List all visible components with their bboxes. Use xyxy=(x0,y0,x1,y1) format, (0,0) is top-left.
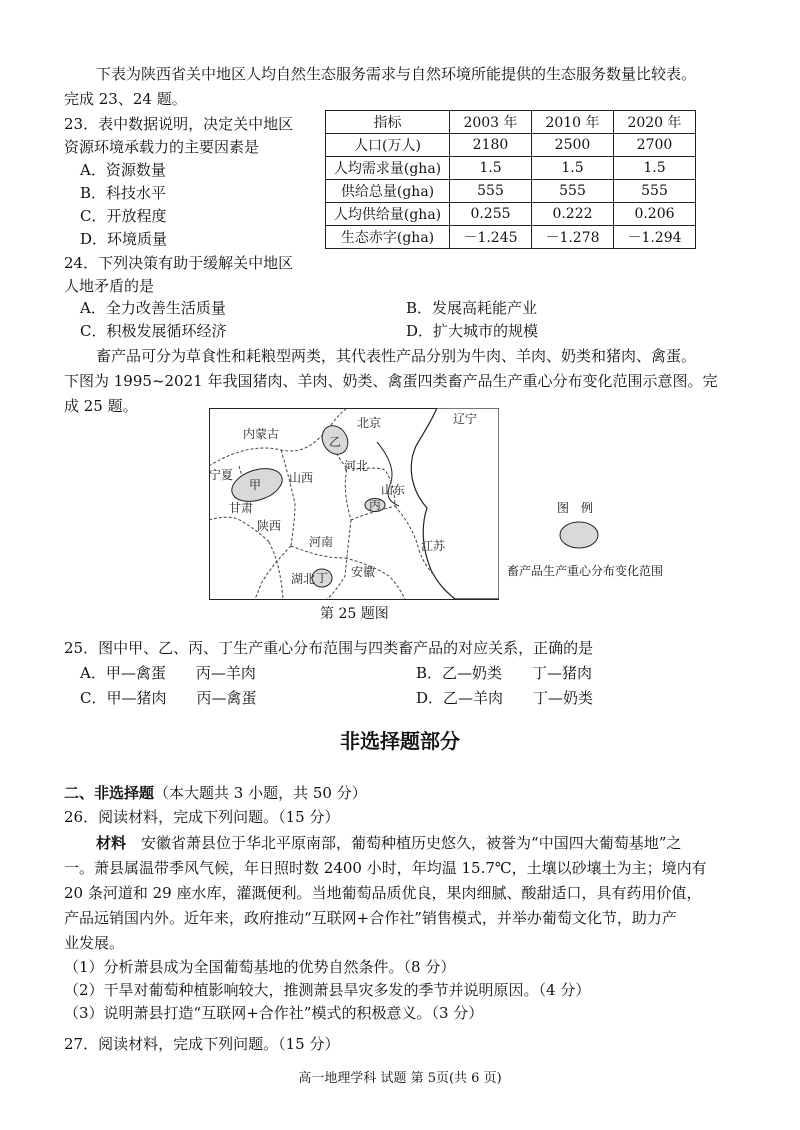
q26-sub3: （3）说明萧县打造“互联网+合作社”模式的积极意义。（3 分） xyxy=(64,1004,484,1022)
table-row xyxy=(326,226,696,249)
label-ningxia: 宁夏 xyxy=(209,468,234,482)
q26-material-line1-wrap xyxy=(96,832,681,854)
q26-sub1: （1）分析萧县成为全国葡萄基地的优势自然条件。（8 分） xyxy=(64,958,456,976)
label-henan: 河南 xyxy=(309,535,334,549)
table-header-cell: 2003 年 xyxy=(450,111,532,134)
q26-material-line2: 一。萧县属温带季风气候，年日照时数 2400 小时，年均温 15.7℃，土壤以砂壤土为主；境内有 xyxy=(64,859,707,877)
q26-material-line3: 20 条河道和 29 座水库，灌溉便利。当地葡萄品质优良，果肉细腻、酸甜适口，具有药用价值， xyxy=(64,884,702,902)
q24-option-b: B．发展高耗能产业 xyxy=(406,299,538,317)
table-cell: 人口(万人) xyxy=(326,134,450,157)
table-cell: －1.294 xyxy=(614,226,696,249)
part2-heading: 二、非选择题 xyxy=(64,784,155,802)
q23-option-c: C．开放程度 xyxy=(80,207,167,225)
table-header-cell: 2010 年 xyxy=(532,111,614,134)
q24-stem-line2: 人地矛盾的是 xyxy=(64,277,155,295)
q23-stem-line2: 资源环境承载力的主要因素是 xyxy=(64,138,260,156)
q26-material-line5: 业发展。 xyxy=(64,934,125,952)
para2-line3: 成 25 题。 xyxy=(64,397,138,415)
intro-text-line1: 下表为陕西省关中地区人均自然生态服务需求与自然环境所能提供的生态服务数量比较表。 xyxy=(96,65,697,83)
table-header-row xyxy=(326,111,696,134)
table-cell: 人均供给量(gha) xyxy=(326,203,450,226)
part2-note: （本大题共 3 小题，共 50 分） xyxy=(154,784,367,802)
legend-symbol xyxy=(557,518,601,552)
table-cell: 2500 xyxy=(532,134,614,157)
livestock-production-map xyxy=(209,408,499,600)
table-cell: －1.278 xyxy=(532,226,614,249)
legend-label: 畜产品生产重心分布变化范围 xyxy=(507,564,664,578)
part2-heading-line xyxy=(64,782,367,804)
table-cell: 人均需求量(gha) xyxy=(326,157,450,180)
table-cell: 2180 xyxy=(450,134,532,157)
q25-stem: 25．图中甲、乙、丙、丁生产重心分布范围与四类畜产品的对应关系，正确的是 xyxy=(64,639,594,657)
intro-text-line2: 完成 23、24 题。 xyxy=(64,90,187,108)
table-cell: 0.222 xyxy=(532,203,614,226)
label-beijing: 北京 xyxy=(357,416,382,430)
q24-option-c: C．积极发展循环经济 xyxy=(80,322,227,340)
ecology-comparison-table xyxy=(325,110,696,249)
table-row xyxy=(326,180,696,203)
label-jia: 甲 xyxy=(249,478,262,492)
table-cell: 2700 xyxy=(614,134,696,157)
table-row xyxy=(326,203,696,226)
q24-stem-line1: 24．下列决策有助于缓解关中地区 xyxy=(64,254,294,272)
label-hubei: 湖北 xyxy=(291,572,316,586)
label-shanxi: 山西 xyxy=(289,471,314,485)
q27-stem: 27．阅读材料，完成下列问题。（15 分） xyxy=(64,1035,340,1053)
table-cell: 供给总量(gha) xyxy=(326,180,450,203)
table-cell: 1.5 xyxy=(614,157,696,180)
q26-material-line1: 安徽省萧县位于华北平原南部，葡萄种植历史悠久，被誉为“中国四大葡萄基地”之 xyxy=(141,834,682,852)
para2-line2: 下图为 1995~2021 年我国猪肉、羊肉、奶类、禽蛋四类畜产品生产重心分布变化范围示意图。完 xyxy=(64,372,718,390)
q23-option-a: A．资源数量 xyxy=(80,161,166,179)
table-cell: －1.245 xyxy=(450,226,532,249)
label-gansu: 甘肃 xyxy=(229,501,254,515)
section-title: 非选择题部分 xyxy=(340,729,460,753)
table-cell: 0.255 xyxy=(450,203,532,226)
table-header-cell: 指标 xyxy=(326,111,450,134)
table-cell: 1.5 xyxy=(532,157,614,180)
label-yi: 乙 xyxy=(329,435,342,449)
q24-option-a: A．全力改善生活质量 xyxy=(80,299,226,317)
label-bing: 丙 xyxy=(369,498,382,512)
label-jiangsu: 江苏 xyxy=(421,539,446,553)
table-row xyxy=(326,157,696,180)
table-cell: 555 xyxy=(450,180,532,203)
label-shandong: 山东 xyxy=(381,483,406,497)
table-row xyxy=(326,134,696,157)
table-cell: 555 xyxy=(614,180,696,203)
q25-option-a: A．甲—禽蛋 丙—羊肉 xyxy=(80,664,256,682)
page-footer: 高一地理学科 试题 第 5页(共 6 页) xyxy=(298,1071,502,1086)
label-hebei: 河北 xyxy=(344,459,369,473)
q26-stem: 26．阅读材料，完成下列问题。（15 分） xyxy=(64,808,340,826)
q23-stem-line1: 23．表中数据说明，决定关中地区 xyxy=(64,115,294,133)
table-header-cell: 2020 年 xyxy=(614,111,696,134)
q26-sub2: （2）干旱对葡萄种植影响较大，推测萧县旱灾多发的季节并说明原因。（4 分） xyxy=(64,981,591,999)
q24-option-d: D．扩大城市的规模 xyxy=(406,322,539,340)
table-cell: 555 xyxy=(532,180,614,203)
legend-title: 图 例 xyxy=(557,501,594,515)
table-cell: 1.5 xyxy=(450,157,532,180)
label-anhui: 安徽 xyxy=(351,565,376,579)
table-cell: 生态赤字(gha) xyxy=(326,226,450,249)
q25-option-d: D．乙—羊肉 丁—奶类 xyxy=(416,689,594,707)
q26-material-line4: 产品远销国内外。近年来，政府推动“互联网+合作社”销售模式，并举办葡萄文化节，助力产 xyxy=(64,909,677,927)
label-ding: 丁 xyxy=(316,571,329,585)
map-caption: 第 25 题图 xyxy=(320,606,389,622)
q26-material-label: 材料 xyxy=(96,834,127,852)
label-shaanxi: 陕西 xyxy=(257,519,282,533)
q25-option-b: B．乙—奶类 丁—猪肉 xyxy=(416,664,593,682)
q23-option-b: B．科技水平 xyxy=(80,184,167,202)
label-neimenggu: 内蒙古 xyxy=(243,427,280,441)
para2-line1: 畜产品可分为草食性和耗粮型两类，其代表性产品分别为牛肉、羊肉、奶类和猪肉、禽蛋。 xyxy=(96,347,697,365)
q23-option-d: D．环境质量 xyxy=(80,230,168,248)
q25-option-c: C．甲—猪肉 丙—禽蛋 xyxy=(80,689,257,707)
label-liaoning: 辽宁 xyxy=(453,412,478,426)
table-cell: 0.206 xyxy=(614,203,696,226)
